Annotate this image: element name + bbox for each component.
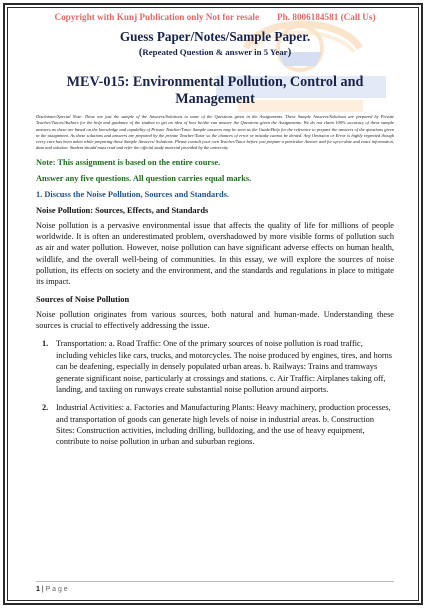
list-item-number: 1. [42,339,49,349]
assignment-note: Note: This assignment is based on the entire course. [36,157,221,167]
section-heading-sources: Sources of Noise Pollution [36,294,130,304]
course-title: MEV-015: Environmental Pollution, Control and Management [66,73,364,108]
copyright-line [36,12,394,22]
document-content [36,12,394,455]
section-heading-main: Noise Pollution: Sources, Effects, and Standards [36,205,209,215]
disclaimer-text: Disclaimer/Special Note: These are just the sample of the Answers/Solutions to some of the Questions given in the Assignments. These Sample Answers/Solutions are prepared by Private Teacher/Tutors/Authors for the help and guidance of the student to get an idea of how he/she can answer the Questions given the Assignments. We do not claim 100% accuracy of these sample answers as these are based on the knowledge and capability of Private Teacher/Tutor. Sample answers may be seen as the Guide/Help for the reference to prepare the answers of the questions given in the assignment. As these solutions and answers are prepared by the private Teacher/Tutor so the chances of error or mistake cannot be denied. Any Omission or Error is highly regretted though every care has been taken while preparing these Sample Answers/ Solutions. Please consult your own Teacher/Tutor before you prepare a particular Answer and for up-to-date and exact information, data and solution. Student should must read and refer the official study material provided by the university [36,114,394,150]
page-footer: 1 | P a g e [36,581,394,593]
instruction-text: Answer any five questions. All question carries equal marks. [36,173,252,183]
list-item-text: Industrial Activities: a. Factories and Manufacturing Plants: Heavy machinery, production processes, and transportation of goods can generate high levels of noise in industrial areas. b. Construction Sites: Construction activities, including drilling, bulldozing, and the use of heavy equipment, contribute to noise pollution in urban and suburban regions. [56,403,391,447]
question-heading: 1. Discuss the Noise Pollution, Sources and Standards. [36,189,229,199]
page-subtitle: (Repeated Question & answer in 5 Year) [138,45,292,58]
page-title: Guess Paper/Notes/Sample Paper. [119,29,311,44]
list-item [36,402,394,447]
phone-text: Ph. 8006184581 (Call Us) [277,12,376,22]
page-number: 1 [36,586,40,593]
sources-paragraph: Noise pollution originates from various sources, both natural and human-made. Understanding these sources is crucial to effectively addressing the issue. [36,309,394,331]
list-item-text: Transportation: a. Road Traffic: One of the primary sources of noise pollution is road traffic, including vehicles like cars, trucks, and motorcycles. The noise produced by engines, tires, and horns can be deafening, especially in densely populated urban areas. b. Railways: Trains and tramways generate significant noise, particularly at crossings and stations. c. Air Traffic: Airplanes taking off, landing, and taxiing on runways create substantial noise pollution around airports. [56,339,393,394]
list-item [36,338,394,395]
page-label: P a g e [45,586,68,593]
copyright-text: Copyright with Kunj Publication only Not for resale [54,12,260,22]
list-item-number: 2. [42,403,49,413]
sources-list [36,338,394,447]
intro-paragraph: Noise pollution is a pervasive environmental issue that affects the quality of life for millions of people worldwide. It is often an underestimated problem, overshadowed by more visible forms of pollution such as air and water pollution. However, noise pollution can have significant adverse effects on human health, wildlife, and the overall well-being of communities. In this essay, we will explore the sources of noise pollution, its effects on society and the environment, and the standards and regulations in place to mitigate its impact. [36,220,394,287]
